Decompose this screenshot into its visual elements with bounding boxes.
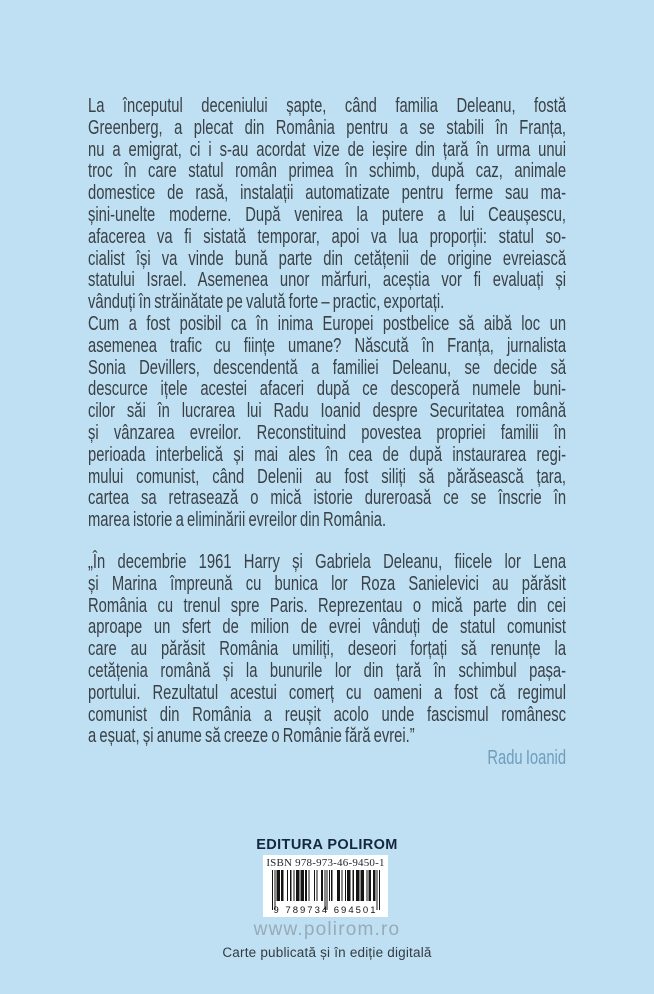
- text-line: marea istorie a eliminării evreilor din România.: [88, 509, 387, 532]
- text-line: cialist își va vinde bună parte din cetățenii de origine evreiască: [88, 247, 567, 270]
- isbn-label: ISBN 978-973-46-9450-1: [266, 857, 385, 869]
- text-line: care au părăsit România umiliți, deseori forțați să renunțe la: [88, 638, 567, 661]
- paragraph-2: [88, 314, 566, 532]
- text-line: comunist din România a reușit acolo unde fascismul românesc: [88, 703, 567, 726]
- text-line: Sonia Devillers, descendentă a familiei Deleanu, se decide să: [88, 356, 567, 379]
- text-line: mului comunist, când Delenii au fost siliți să părăsească țara,: [88, 465, 567, 488]
- description-text: [88, 96, 566, 770]
- text-line: șini-unelte moderne. După venirea la putere a lui Ceaușescu,: [88, 203, 567, 226]
- text-line: Cum a fost posibil ca în inima Europei postbelice să aibă loc un: [88, 312, 567, 335]
- text-line: troc în care statul român primea în schimb, după caz, animale: [88, 160, 567, 183]
- text-line: „În decembrie 1961 Harry și Gabriela Deleanu, fiicele lor Lena: [88, 550, 567, 573]
- text-line: portului. Rezultatul acestui comerț cu oameni a fost că regimul: [88, 681, 567, 704]
- text-line: nu a emigrat, ci i s-au acordat vize de ieșire din țară în urma unui: [88, 138, 567, 161]
- text-line: și vânzarea evreilor. Reconstituind povestea propriei familii în: [88, 421, 567, 444]
- text-line: asemenea trafic cu ființe umane? Născută în Franța, jurnalista: [88, 334, 567, 357]
- text-line: și Marina împreună cu bunica lor Roza Sanielevici au părăsit: [88, 572, 567, 595]
- text-line: aproape un sfert de milion de evrei vânduți de statul comunist: [88, 616, 567, 639]
- text-line: Greenberg, a plecat din România pentru a se stabili în Franța,: [88, 116, 567, 139]
- website-url: www.polirom.ro: [253, 919, 401, 940]
- quote-attribution: Radu Ioanid: [487, 747, 567, 770]
- barcode: [263, 870, 388, 910]
- paragraph-1: [88, 96, 566, 314]
- text-line: statului Israel. Asemenea unor mărfuri, aceștia vor fi evaluați și: [88, 269, 567, 292]
- text-line: perioada interbelică și mai ales în cea de după instaurarea regi-: [88, 443, 567, 466]
- text-line: România cu trenul spre Paris. Reprezentau o mică parte din cei: [88, 594, 567, 617]
- text-line: La începutul deceniului șapte, când familia Deleanu, fostă: [88, 95, 567, 117]
- text-line: a eșuat, și anume să creeze o Românie fără evrei.”: [88, 725, 415, 748]
- text-line: cartea sa retrasează o mică istorie dureroasă ce se înscrie în: [88, 487, 567, 510]
- isbn-barcode-box: [263, 855, 388, 917]
- text-line: afacerea va fi sistată temporar, apoi va lua proporții: statul so-: [88, 225, 567, 248]
- text-line: domestice de rasă, instalații automatizate pentru ferme sau ma-: [88, 182, 567, 205]
- text-line: vânduți în străinătate pe valută forte – practic, exportați.: [88, 291, 445, 314]
- text-line: cetățenia română și la bunurile lor din țară în schimbul pașa-: [88, 659, 567, 682]
- barcode-digits: 9 789734 694501: [273, 905, 378, 916]
- text-line: cilor săi în lucrarea lui Radu Ioanid despre Securitatea română: [88, 400, 567, 423]
- digital-edition-note: Carte publicată și în ediție digitală: [222, 945, 432, 960]
- text-line: descurce ițele acestei afaceri după ce descoperă numele buni-: [88, 378, 567, 401]
- publisher-name: EDITURA POLIROM: [256, 837, 398, 853]
- quote-paragraph: [88, 552, 566, 748]
